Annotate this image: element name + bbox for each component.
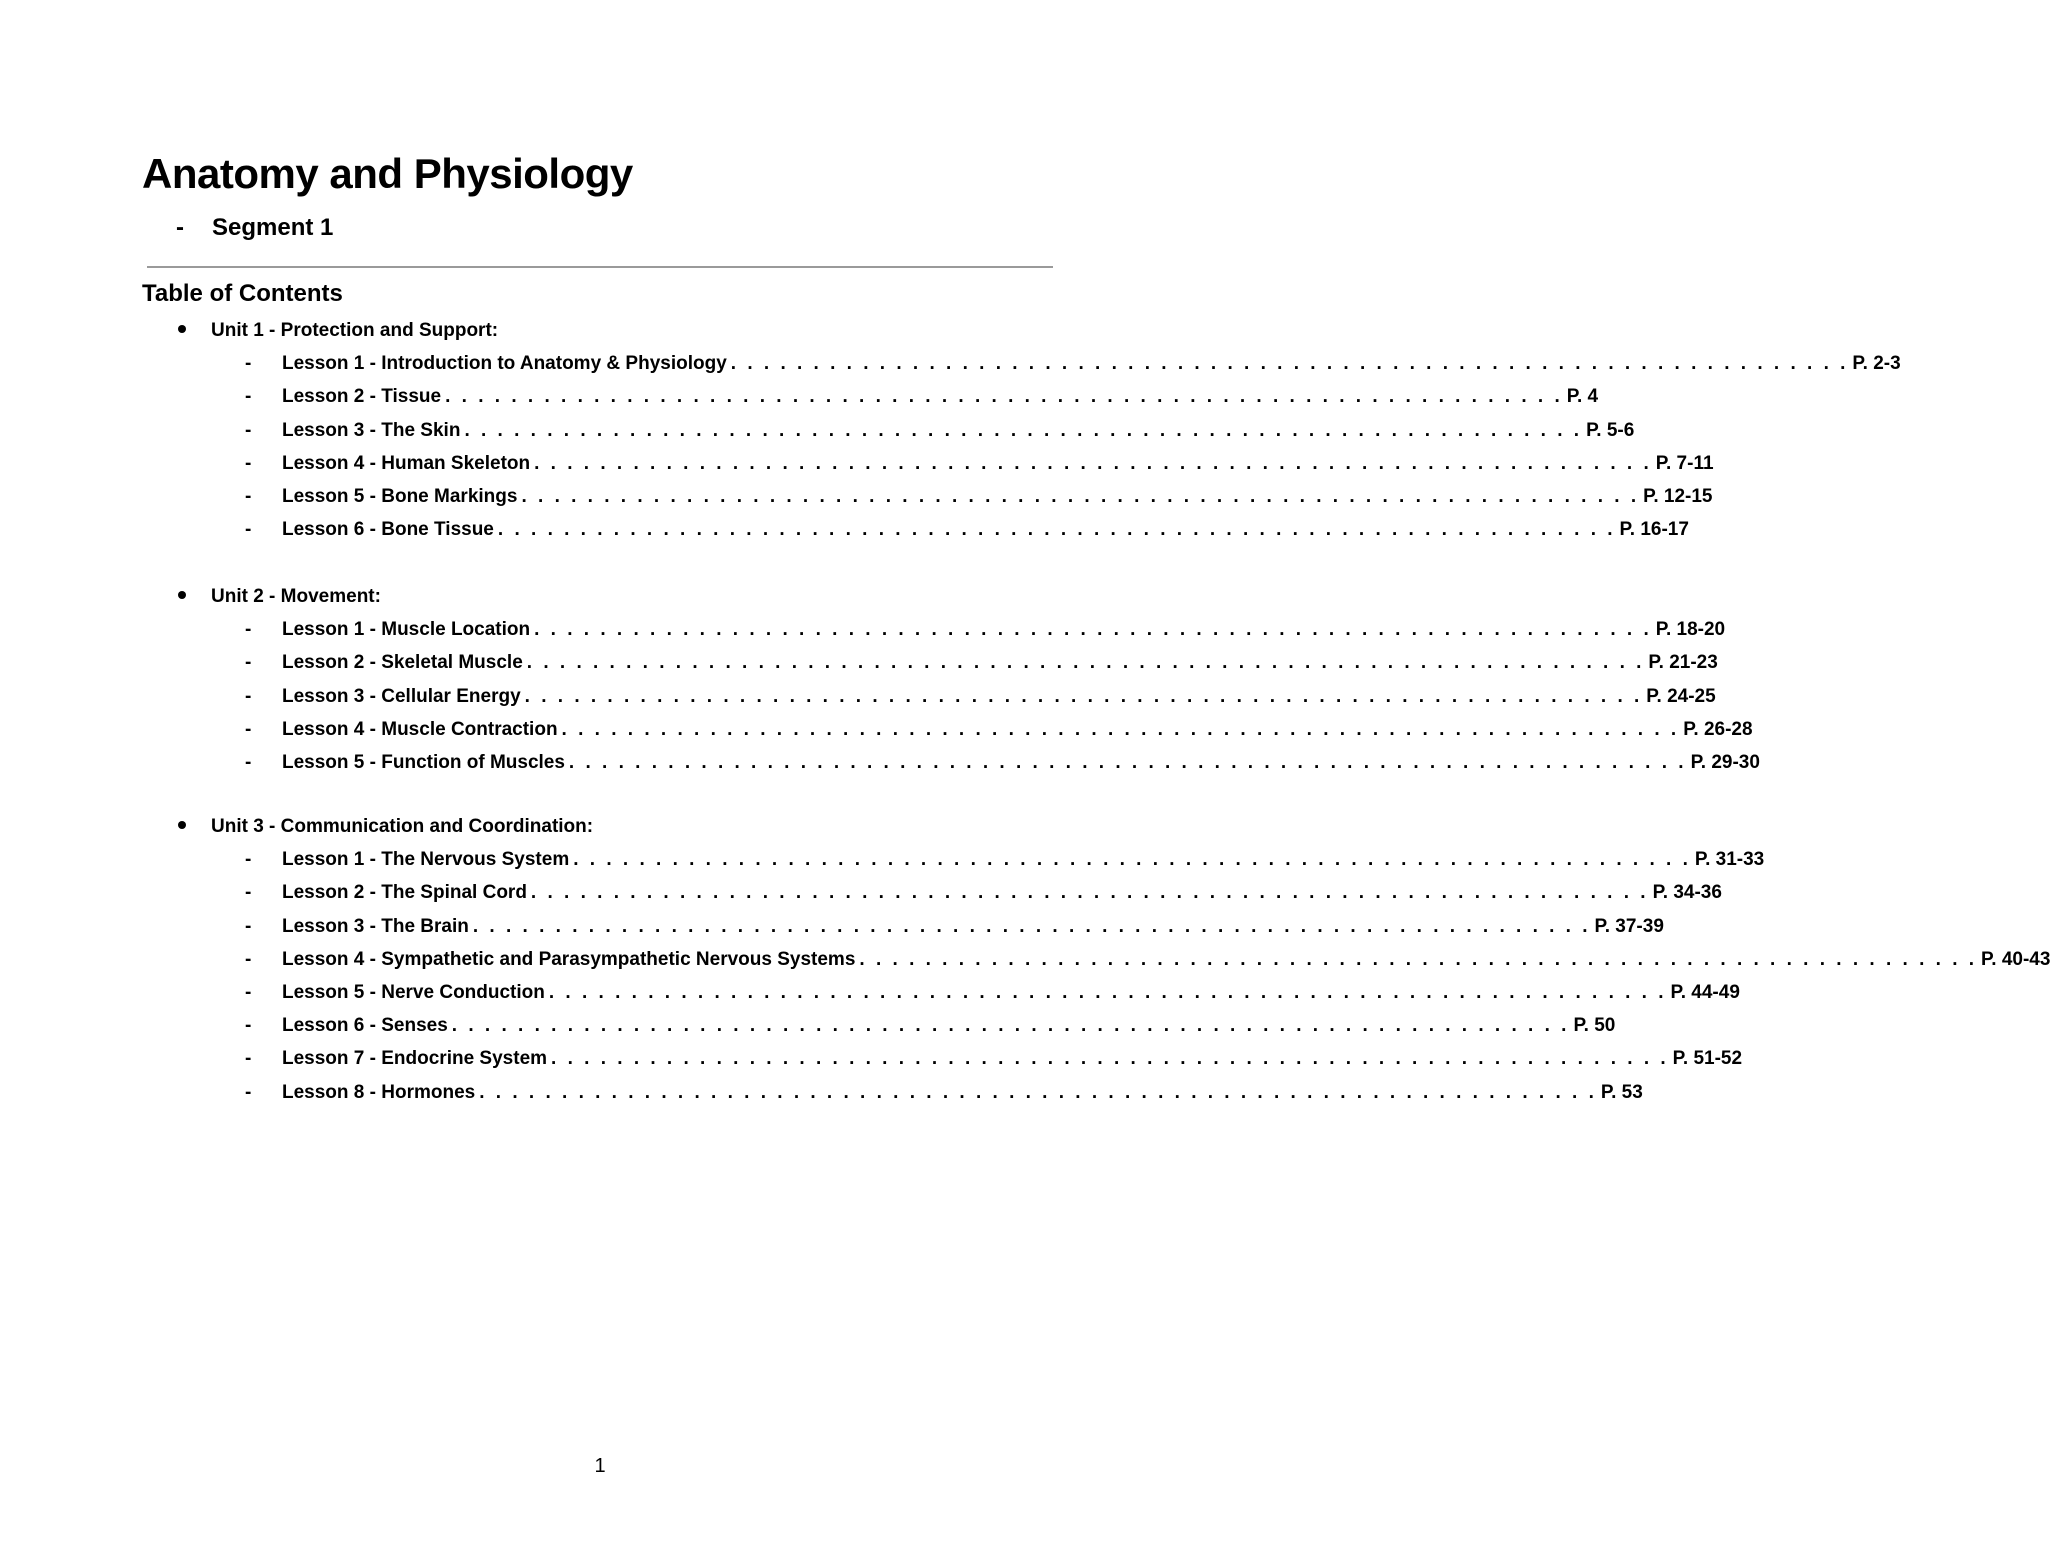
lesson-dash: - [245, 752, 252, 773]
toc-lesson-title: Lesson 3 - Cellular Energy [282, 685, 521, 707]
lesson-dash: - [245, 948, 252, 970]
horizontal-rule [147, 266, 1053, 268]
lesson-dash: - [245, 685, 252, 707]
lesson-dash: - [245, 353, 252, 375]
toc-heading: Table of Contents [142, 280, 343, 307]
toc-lesson-entry [245, 880, 1722, 906]
toc-lesson-entry [245, 451, 1714, 477]
toc-page-reference: P. 34-36 [1652, 882, 1722, 904]
subtitle-text: Segment 1 [212, 214, 334, 241]
toc-lesson-title: Lesson 2 - Skeletal Muscle [282, 652, 523, 674]
toc-lesson-title: Lesson 8 - Hormones [282, 1081, 476, 1103]
lesson-dash: - [245, 452, 252, 474]
toc-unit-item [178, 814, 593, 840]
toc-lesson-entry [245, 750, 1760, 776]
toc-page-reference: P. 29-30 [1690, 752, 1760, 773]
toc-page-reference: P. 4 [1566, 386, 1599, 408]
toc-lesson-title: Lesson 3 - The Brain [282, 915, 469, 937]
toc-lesson-entry [245, 847, 1765, 873]
toc-page-reference: P. 21-23 [1648, 652, 1718, 674]
dot-leader: . . . . . . . . . . . . . . . . . . . . . . . . . . . . . . . . . . . . . . . . . . . . . . . . . . . . . . . . . . . . . . . . . . . . [526, 652, 1645, 674]
toc-lesson-entry [245, 1046, 1743, 1072]
dot-leader: . . . . . . . . . . . . . . . . . . . . . . . . . . . . . . . . . . . . . . . . . . . . . . . . . . . . . . . . . . . . . . . . . . . . [451, 1015, 1570, 1037]
bullet-icon [178, 591, 186, 599]
dot-leader: . . . . . . . . . . . . . . . . . . . . . . . . . . . . . . . . . . . . . . . . . . . . . . . . . . . . . . . . . . . . . . . . . . . . [521, 486, 1640, 507]
toc-lesson-entry [245, 1080, 1643, 1106]
dot-leader: . . . . . . . . . . . . . . . . . . . . . . . . . . . . . . . . . . . . . . . . . . . . . . . . . . . . . . . . . . . . . . . . . . . . [479, 1081, 1597, 1103]
bullet-icon [178, 325, 186, 333]
toc-lesson-title: Lesson 6 - Senses [282, 1015, 448, 1037]
toc-lesson-entry [245, 914, 1664, 940]
toc-lesson-title: Lesson 7 - Endocrine System [282, 1048, 548, 1070]
lesson-dash: - [245, 419, 252, 441]
toc-page-reference: P. 50 [1573, 1015, 1616, 1037]
dot-leader: . . . . . . . . . . . . . . . . . . . . . . . . . . . . . . . . . . . . . . . . . . . . . . . . . . . . . . . . . . . . . . . . . . . . [524, 685, 1643, 707]
toc-lesson-entry [245, 617, 1726, 643]
toc-lesson-title: Lesson 4 - Sympathetic and Parasympathetic Nervous Systems [282, 948, 856, 970]
lesson-dash: - [245, 1048, 252, 1070]
dot-leader: . . . . . . . . . . . . . . . . . . . . . . . . . . . . . . . . . . . . . . . . . . . . . . . . . . . . . . . . . . . . . . . . . . . . [561, 718, 1680, 740]
dot-leader: . . . . . . . . . . . . . . . . . . . . . . . . . . . . . . . . . . . . . . . . . . . . . . . . . . . . . . . . . . . . . . . . . . . . [464, 419, 1583, 441]
dot-leader: . . . . . . . . . . . . . . . . . . . . . . . . . . . . . . . . . . . . . . . . . . . . . . . . . . . . . . . . . . . . . . . . . . . . [548, 982, 1667, 1003]
dot-leader: . . . . . . . . . . . . . . . . . . . . . . . . . . . . . . . . . . . . . . . . . . . . . . . . . . . . . . . . . . . . . . . . . . . . [730, 353, 1849, 375]
toc-page-reference: P. 40-43 [1981, 948, 2050, 970]
toc-lesson-title: Lesson 3 - The Skin [282, 419, 461, 441]
lesson-dash: - [245, 486, 252, 507]
toc-lesson-entry [245, 980, 1740, 1006]
bullet-icon [178, 821, 186, 829]
lesson-dash: - [245, 386, 252, 408]
toc-page-reference: P. 24-25 [1646, 685, 1716, 707]
toc-lesson-entry [245, 484, 1713, 510]
page-number: 1 [594, 1455, 606, 1477]
toc-page-reference: P. 12-15 [1643, 486, 1713, 507]
toc-lesson-entry [245, 418, 1635, 444]
toc-lesson-title: Lesson 4 - Human Skeleton [282, 452, 531, 474]
toc-page-reference: P. 31-33 [1694, 849, 1765, 871]
document-subtitle [176, 214, 333, 242]
toc-lesson-entry [245, 684, 1716, 710]
toc-page-reference: P. 53 [1600, 1081, 1643, 1103]
dot-leader: . . . . . . . . . . . . . . . . . . . . . . . . . . . . . . . . . . . . . . . . . . . . . . . . . . . . . . . . . . . . . . . . . . . . [859, 948, 1978, 970]
toc-lesson-entry [245, 717, 1753, 743]
toc-page-reference: P. 18-20 [1655, 619, 1726, 641]
lesson-dash: - [245, 718, 252, 740]
toc-page-reference: P. 44-49 [1670, 982, 1740, 1003]
lesson-dash: - [245, 882, 252, 904]
toc-page-reference: P. 51-52 [1672, 1048, 1743, 1070]
lesson-dash: - [245, 519, 252, 541]
toc-page-reference: P. 37-39 [1594, 915, 1664, 937]
dot-leader: . . . . . . . . . . . . . . . . . . . . . . . . . . . . . . . . . . . . . . . . . . . . . . . . . . . . . . . . . . . . . . . . . . . . [445, 386, 1563, 408]
toc-lesson-title: Lesson 5 - Nerve Conduction [282, 982, 545, 1003]
toc-lesson-title: Lesson 6 - Bone Tissue [282, 519, 494, 541]
toc-lesson-entry [245, 351, 1901, 377]
toc-page-reference: P. 16-17 [1619, 519, 1689, 541]
dot-leader: . . . . . . . . . . . . . . . . . . . . . . . . . . . . . . . . . . . . . . . . . . . . . . . . . . . . . . . . . . . . . . . . . . . . [472, 915, 1591, 937]
toc-lesson-title: Lesson 2 - The Spinal Cord [282, 882, 527, 904]
dot-leader: . . . . . . . . . . . . . . . . . . . . . . . . . . . . . . . . . . . . . . . . . . . . . . . . . . . . . . . . . . . . . . . . . . . . [573, 849, 1691, 871]
lesson-dash: - [245, 1081, 252, 1103]
document-title: Anatomy and Physiology [142, 150, 633, 197]
toc-lesson-title: Lesson 5 - Bone Markings [282, 486, 518, 507]
toc-lesson-title: Lesson 1 - Introduction to Anatomy & Physiology [282, 353, 727, 375]
toc-lesson-title: Lesson 5 - Function of Muscles [282, 752, 565, 773]
toc-lesson-entry [245, 517, 1689, 543]
toc-lesson-title: Lesson 1 - Muscle Location [282, 619, 531, 641]
toc-page-reference: P. 2-3 [1852, 353, 1901, 375]
toc-page-reference: P. 26-28 [1683, 718, 1753, 740]
toc-lesson-title: Lesson 2 - Tissue [282, 386, 442, 408]
lesson-dash: - [245, 1015, 252, 1037]
lesson-dash: - [245, 619, 252, 641]
dot-leader: . . . . . . . . . . . . . . . . . . . . . . . . . . . . . . . . . . . . . . . . . . . . . . . . . . . . . . . . . . . . . . . . . . . . [568, 752, 1687, 773]
lesson-dash: - [245, 652, 252, 674]
dot-leader: . . . . . . . . . . . . . . . . . . . . . . . . . . . . . . . . . . . . . . . . . . . . . . . . . . . . . . . . . . . . . . . . . . . . [497, 519, 1616, 541]
lesson-dash: - [245, 849, 252, 871]
toc-lesson-title: Lesson 4 - Muscle Contraction [282, 718, 558, 740]
toc-page-reference: P. 5-6 [1586, 419, 1635, 441]
dot-leader: . . . . . . . . . . . . . . . . . . . . . . . . . . . . . . . . . . . . . . . . . . . . . . . . . . . . . . . . . . . . . . . . . . . . [551, 1048, 1669, 1070]
toc-lesson-entry [245, 650, 1718, 676]
dot-leader: . . . . . . . . . . . . . . . . . . . . . . . . . . . . . . . . . . . . . . . . . . . . . . . . . . . . . . . . . . . . . . . . . . . . [534, 619, 1652, 641]
toc-lesson-entry [245, 1013, 1616, 1039]
toc-lesson-entry [245, 384, 1599, 410]
dot-leader: . . . . . . . . . . . . . . . . . . . . . . . . . . . . . . . . . . . . . . . . . . . . . . . . . . . . . . . . . . . . . . . . . . . . [530, 882, 1649, 904]
lesson-dash: - [245, 982, 252, 1003]
toc-unit-item [178, 584, 381, 610]
toc-unit-label: Unit 2 - Movement: [211, 586, 381, 607]
toc-unit-label: Unit 3 - Communication and Coordination: [211, 816, 594, 837]
toc-page-reference: P. 7-11 [1655, 452, 1714, 474]
toc-lesson-title: Lesson 1 - The Nervous System [282, 849, 570, 871]
lesson-dash: - [245, 915, 252, 937]
subtitle-dash: - [176, 214, 184, 241]
toc-unit-label: Unit 1 - Protection and Support: [211, 320, 499, 341]
toc-lesson-entry [245, 947, 2050, 973]
toc-unit-item [178, 318, 498, 344]
dot-leader: . . . . . . . . . . . . . . . . . . . . . . . . . . . . . . . . . . . . . . . . . . . . . . . . . . . . . . . . . . . . . . . . . . . . [534, 452, 1652, 474]
